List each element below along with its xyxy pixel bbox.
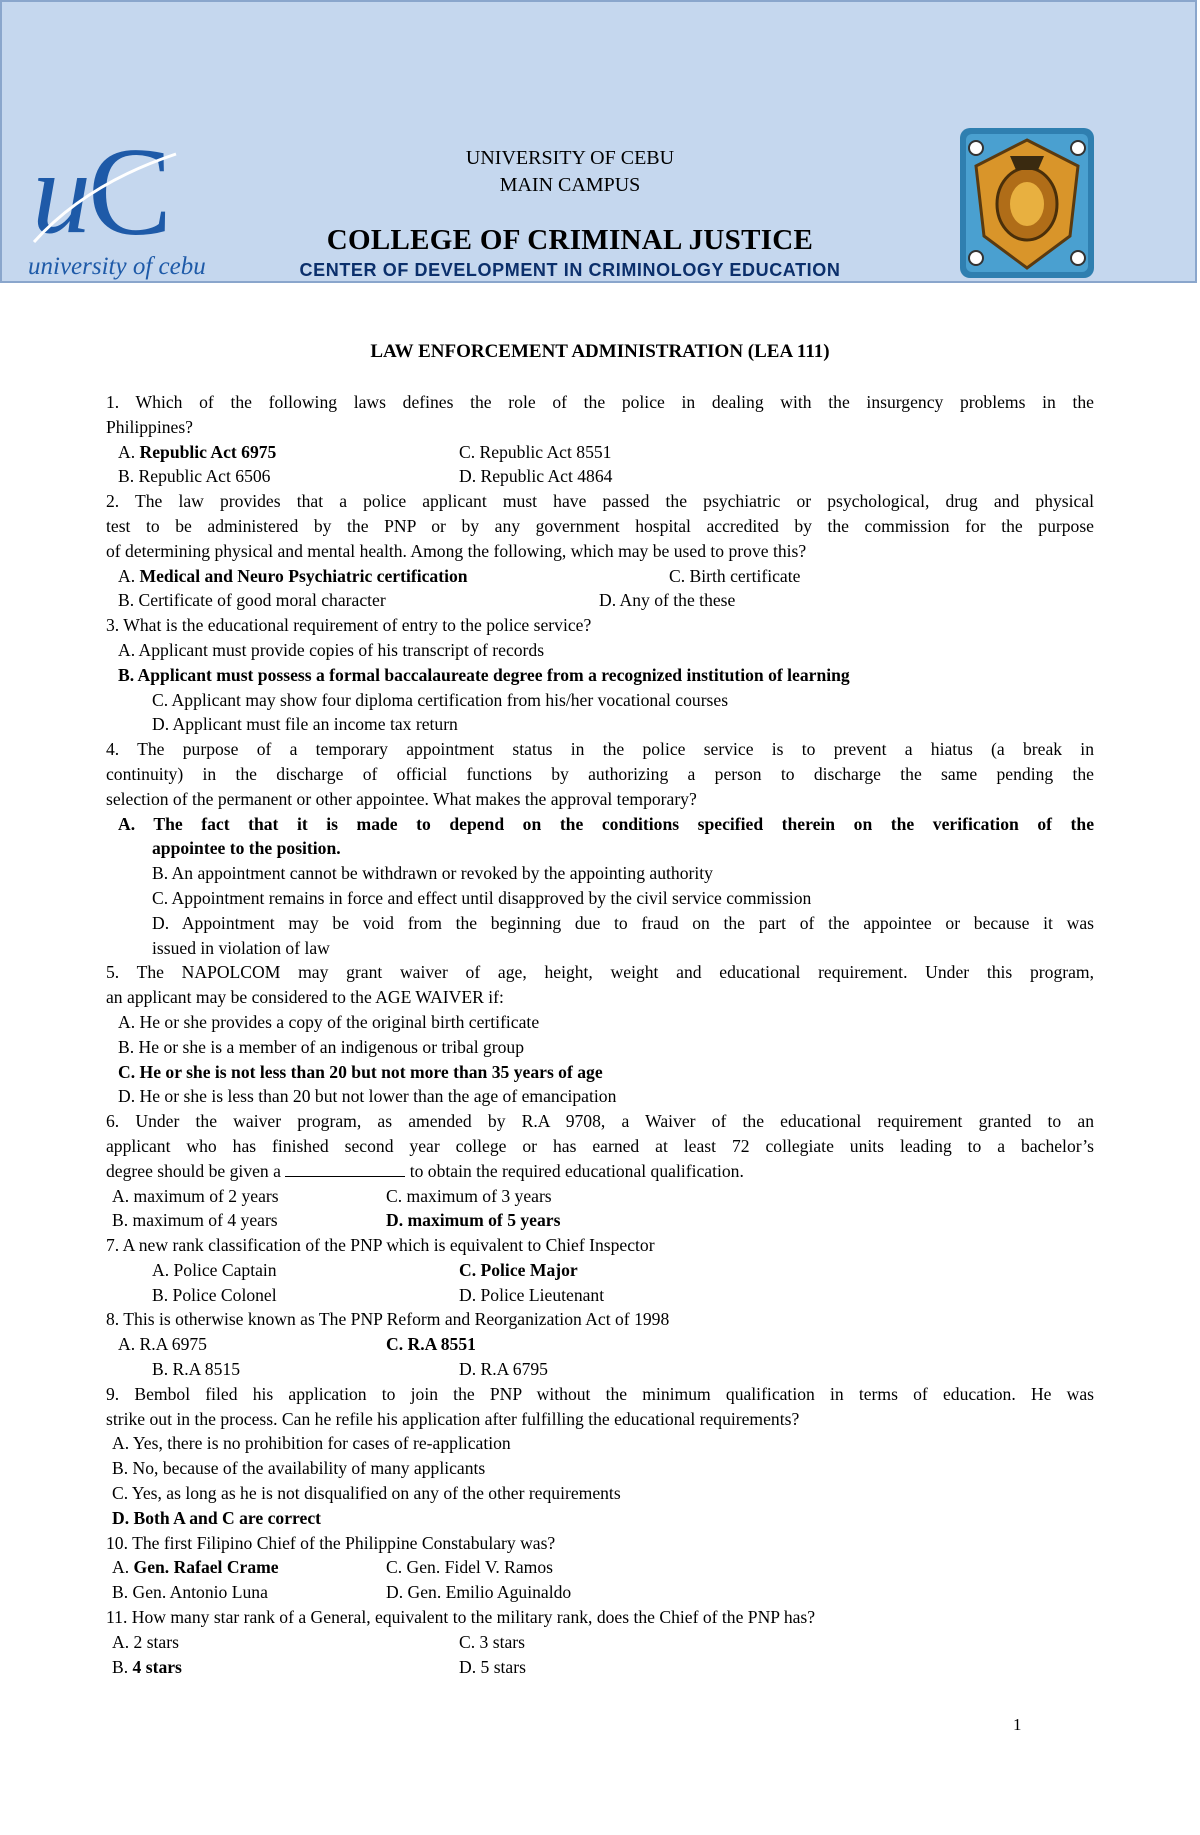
university-of-cebu-logo xyxy=(26,124,206,284)
question-6-text-cont: degree should be given a to obtain the required educational qualification. xyxy=(106,1160,744,1181)
option-cont: issued in violation of law xyxy=(152,937,330,958)
question-5-text: 5. The NAPOLCOM may grant waiver of age, height, weight and educational requirement. Under this program, xyxy=(106,962,1094,983)
option: B. No, because of the availability of many applicants xyxy=(112,1458,486,1479)
question-4-text: 4. The purpose of a temporary appointment status in the police service is to prevent a hiatus (a break in xyxy=(106,739,1094,760)
question-6-text: 6. Under the waiver program, as amended by R.A 9708, a Waiver of the educational requirement granted to an xyxy=(106,1111,1094,1132)
option: A. Police Captain xyxy=(152,1259,277,1280)
answer: C. He or she is not less than 20 but not more than 35 years of age xyxy=(118,1061,603,1082)
question-6-text-cont: applicant who has finished second year college or has earned at least 72 collegiate units leading to a bachelor’s xyxy=(106,1135,1094,1156)
question-9-text: 9. Bembol filed his application to join the PNP without the minimum qualification in terms of education. He was xyxy=(106,1383,1094,1404)
question-10-text: 10. The first Filipino Chief of the Philippine Constabulary was? xyxy=(106,1532,556,1553)
option: C. Yes, as long as he is not disqualified on any of the other requirements xyxy=(112,1483,621,1504)
option: B. R.A 8515 xyxy=(152,1359,240,1380)
page-number: 1 xyxy=(1013,1715,1022,1734)
option: B. Certificate of good moral character xyxy=(118,590,386,611)
answer: D. maximum of 5 years xyxy=(386,1210,561,1231)
answer-cont: appointee to the position. xyxy=(152,838,341,859)
option: B. Gen. Antonio Luna xyxy=(112,1582,268,1603)
answer: C. Police Major xyxy=(459,1259,578,1280)
option: A. maximum of 2 years xyxy=(112,1185,279,1206)
option: A. Applicant must provide copies of his transcript of records xyxy=(118,639,545,660)
question-10-options-bd xyxy=(106,1580,1094,1605)
question-7-options-bd xyxy=(106,1283,1094,1308)
question-11-options-ac xyxy=(106,1630,1094,1655)
option: D. Any of the these xyxy=(599,590,736,611)
option: A. R.A 6975 xyxy=(118,1334,207,1355)
option: A. Yes, there is no prohibition for cases of re-application xyxy=(112,1433,511,1454)
question-2-text: 2. The law provides that a police applicant must have passed the psychiatric or psychological, drug and physical xyxy=(106,491,1094,512)
svg-text:C: C xyxy=(88,124,173,262)
question-1-text-cont: Philippines? xyxy=(106,416,193,437)
question-7-text: 7. A new rank classification of the PNP which is equivalent to Chief Inspector xyxy=(106,1235,655,1256)
option: C. Gen. Fidel V. Ramos xyxy=(386,1557,553,1578)
criminal-justice-seal xyxy=(958,126,1096,280)
question-8-text: 8. This is otherwise known as The PNP Reform and Reorganization Act of 1998 xyxy=(106,1309,670,1330)
option: B. He or she is a member of an indigenous or tribal group xyxy=(118,1036,525,1057)
university-name: UNIVERSITY OF CEBU xyxy=(465,147,675,169)
question-4-text-cont: selection of the permanent or other appointee. What makes the approval temporary? xyxy=(106,788,697,809)
option: B. Police Colonel xyxy=(152,1284,277,1305)
question-4-text-cont: continuity) in the discharge of official functions by authorizing a person to discharge the same pending the xyxy=(106,763,1094,784)
question-3-text: 3. What is the educational requirement of entry to the police service? xyxy=(106,615,592,636)
question-2-options-bd xyxy=(106,588,1094,613)
option: C. Republic Act 8551 xyxy=(459,441,612,462)
option: A. Gen. Rafael Crame xyxy=(112,1557,279,1578)
answer: Gen. Rafael Crame xyxy=(133,1557,279,1578)
answer: D. Both A and C are correct xyxy=(112,1507,321,1528)
college-name: COLLEGE OF CRIMINAL JUSTICE xyxy=(326,224,814,256)
svg-text:u: u xyxy=(32,127,91,258)
option: B. maximum of 4 years xyxy=(112,1210,278,1231)
answer: Republic Act 6975 xyxy=(139,441,277,462)
answer: C. R.A 8551 xyxy=(386,1334,476,1355)
question-11-text: 11. How many star rank of a General, equivalent to the military rank, does the Chief of the PNP has? xyxy=(106,1607,816,1628)
option: C. Applicant may show four diploma certification from his/her vocational courses xyxy=(152,689,729,710)
answer: Medical and Neuro Psychiatric certification xyxy=(139,565,468,586)
option: A. 2 stars xyxy=(112,1631,179,1652)
question-1-options-bd xyxy=(106,464,1094,489)
question-8-options-ac xyxy=(106,1332,1094,1357)
question-5-text-cont: an applicant may be considered to the AGE WAIVER if: xyxy=(106,987,504,1008)
question-2-text-cont: of determining physical and mental health. Among the following, which may be used to prove this? xyxy=(106,540,807,561)
center-name: CENTER OF DEVELOPMENT IN CRIMINOLOGY EDUCATION xyxy=(299,260,841,280)
option: D. Applicant must file an income tax return xyxy=(152,714,458,735)
question-11-options-bd xyxy=(106,1655,1094,1680)
option: C. Appointment remains in force and effect until disapproved by the civil service commission xyxy=(152,887,812,908)
question-list xyxy=(106,390,1094,1679)
question-10-options-ac xyxy=(106,1555,1094,1580)
option: D. He or she is less than 20 but not lower than the age of emancipation xyxy=(118,1086,617,1107)
question-8-options-bd xyxy=(106,1357,1094,1382)
question-6-options-ac xyxy=(106,1184,1094,1209)
option: A. Republic Act 6975 xyxy=(118,441,277,462)
page-title: LAW ENFORCEMENT ADMINISTRATION (LEA 111) xyxy=(370,341,830,362)
option: C. 3 stars xyxy=(459,1631,525,1652)
question-2-options-ac xyxy=(106,564,1094,589)
option: B. Republic Act 6506 xyxy=(118,466,271,487)
option: D. Republic Act 4864 xyxy=(459,466,613,487)
option: C. Birth certificate xyxy=(669,565,801,586)
option: D. 5 stars xyxy=(459,1656,526,1677)
answer: B. Applicant must possess a formal baccalaureate degree from a recognized institution of learning xyxy=(118,664,850,685)
question-7-options-ac xyxy=(106,1258,1094,1283)
question-9-text-cont: strike out in the process. Can he refile his application after fulfilling the educational requirements? xyxy=(106,1408,800,1429)
option: B. 4 stars xyxy=(112,1656,182,1677)
answer-blank xyxy=(285,1159,405,1177)
answer: A. The fact that it is made to depend on the conditions specified therein on the verification of the xyxy=(118,813,1094,834)
option: A. He or she provides a copy of the original birth certificate xyxy=(118,1011,540,1032)
question-6-options-bd xyxy=(106,1208,1094,1233)
logo-text: university of cebu xyxy=(28,253,206,280)
option: D. Gen. Emilio Aguinaldo xyxy=(386,1582,572,1603)
question-1-options-ac xyxy=(106,440,1094,465)
option: D. Appointment may be void from the beginning due to fraud on the part of the appointee or because it was xyxy=(152,912,1094,933)
option: C. maximum of 3 years xyxy=(386,1185,552,1206)
option: A. Medical and Neuro Psychiatric certification xyxy=(118,565,468,586)
question-2-text-cont: test to be administered by the PNP or by any government hospital accredited by the commission for the purpose xyxy=(106,515,1094,536)
campus-name: MAIN CAMPUS xyxy=(499,174,641,196)
option: D. Police Lieutenant xyxy=(459,1284,605,1305)
option: D. R.A 6795 xyxy=(459,1359,548,1380)
option: B. An appointment cannot be withdrawn or revoked by the appointing authority xyxy=(152,863,713,884)
answer: 4 stars xyxy=(132,1656,182,1677)
question-1-text: 1. Which of the following laws defines the role of the police in dealing with the insurgency problems in the xyxy=(106,392,1094,412)
